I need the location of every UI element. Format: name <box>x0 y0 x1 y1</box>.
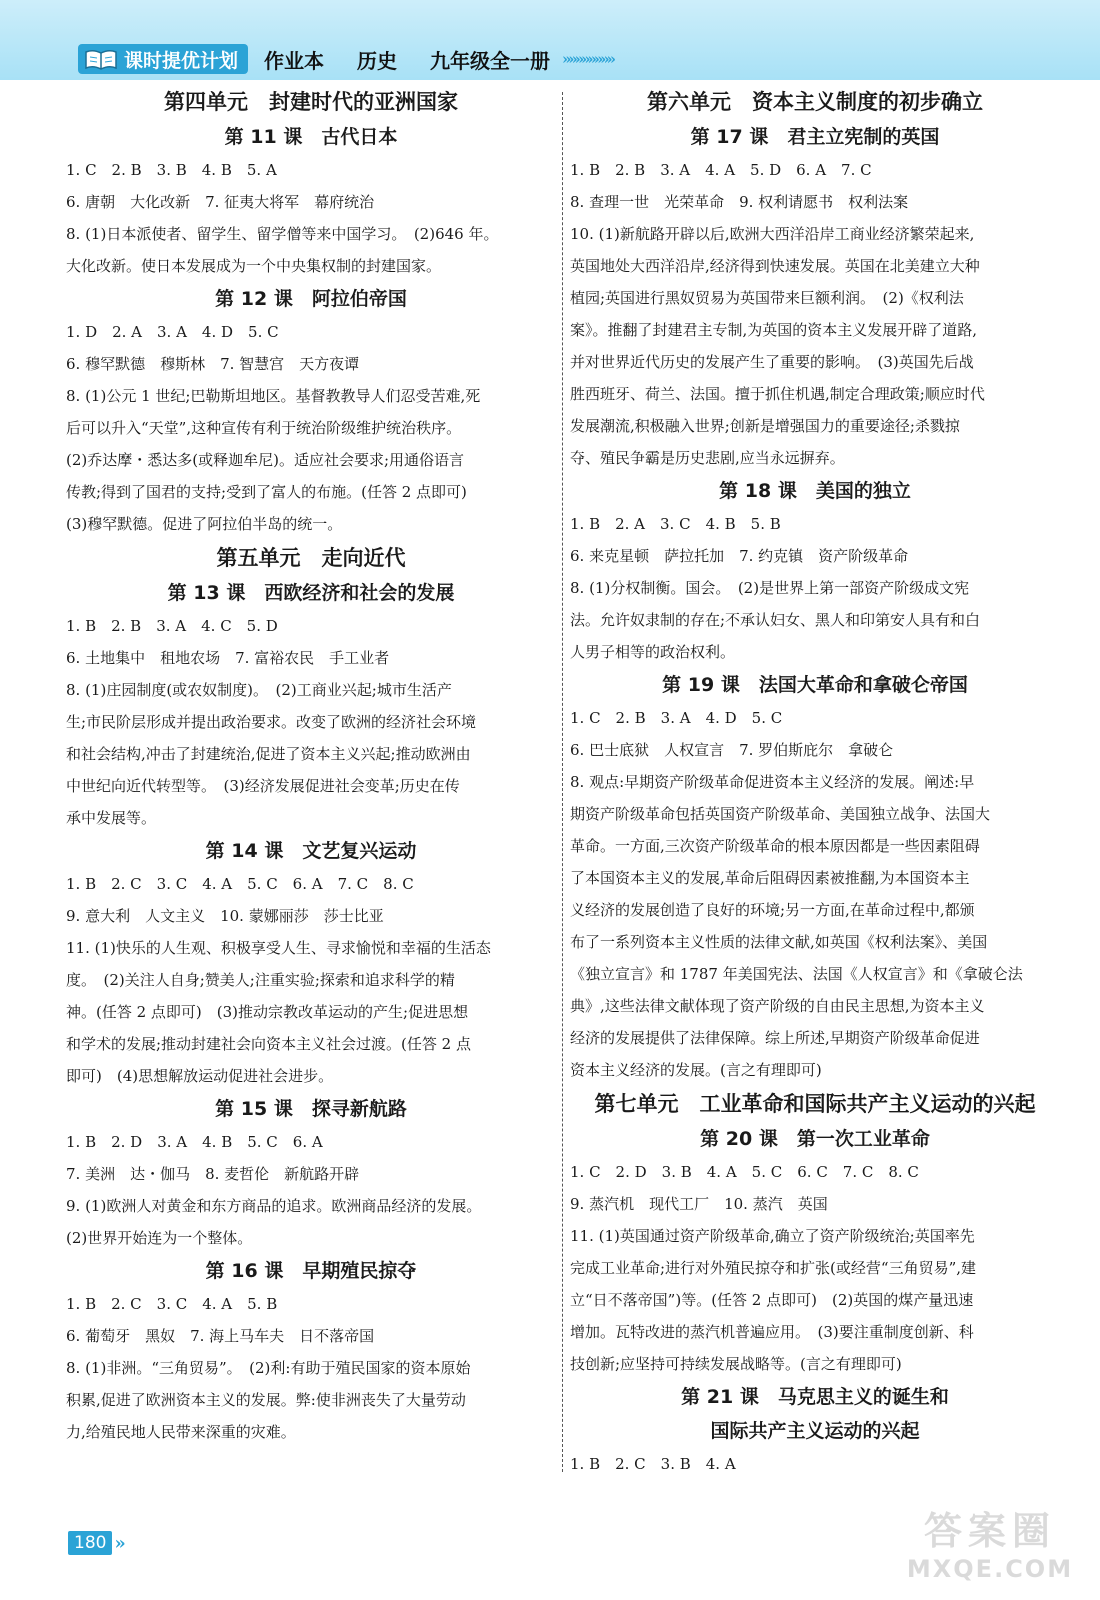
answer-line: 度。 (2)关注人自身;赞美人;注重实验;探索和追求科学的精 <box>66 971 455 989</box>
answer-line: 法。允许奴隶制的存在;不承认妇女、黑人和印第安人具有和白 <box>570 611 981 629</box>
unit-heading: 第六单元 资本主义制度的初步确立 <box>647 90 983 114</box>
answer-line: 1. B 2. C 3. C 4. A 5. C 6. A 7. C 8. C <box>66 875 414 893</box>
answer-line: 6. 葡萄牙 黑奴 7. 海上马车夫 日不落帝国 <box>66 1327 375 1345</box>
answer-line: 中世纪向近代转型等。 (3)经济发展促进社会变革;历史在传 <box>66 777 460 795</box>
answer-line: 1. B 2. C 3. C 4. A 5. B <box>66 1295 278 1313</box>
answer-line: 传教;得到了国君的支持;受到了富人的布施。(任答 2 点即可) <box>66 483 467 501</box>
answer-line: 6. 穆罕默德 穆斯林 7. 智慧宫 天方夜谭 <box>66 355 360 373</box>
answer-line: 7. 美洲 达・伽马 8. 麦哲伦 新航路开辟 <box>66 1165 360 1183</box>
answer-line: 人男子相等的政治权利。 <box>570 643 736 661</box>
answer-line: 立“日不落帝国”)等。(任答 2 点即可) (2)英国的煤产量迅速 <box>570 1291 974 1309</box>
answer-line: 11. (1)快乐的人生观、积极享受人生、寻求愉悦和幸福的生活态 <box>66 939 491 957</box>
answer-line: 和社会结构,冲击了封建统治,促进了资本主义兴起;推动欧洲由 <box>66 745 471 763</box>
answer-line: 即可) (4)思想解放运动促进社会进步。 <box>66 1067 334 1085</box>
answer-line: (2)世界开始连为一个整体。 <box>66 1229 253 1247</box>
answer-line: 承中发展等。 <box>66 809 157 827</box>
open-book-icon <box>84 48 118 70</box>
lesson-heading: 第 19 课 法国大革命和拿破仑帝国 <box>662 674 968 696</box>
lesson-heading: 第 14 课 文艺复兴运动 <box>205 840 417 862</box>
answer-line: 10. (1)新航路开辟以后,欧洲大西洋沿岸工商业经济繁荣起来, <box>570 225 975 243</box>
answer-line: 完成工业革命;进行对外殖民掠夺和扩张(或经营“三角贸易”,建 <box>570 1259 977 1277</box>
answer-line: 期资产阶级革命包括英国资产阶级革命、美国独立战争、法国大 <box>570 805 991 823</box>
answer-line: 6. 土地集中 租地农场 7. 富裕农民 手工业者 <box>66 649 390 667</box>
answer-line: 后可以升入“天堂”,这种宣传有利于统治阶级维护统治秩序。 <box>66 419 462 437</box>
unit-heading: 第五单元 走向近代 <box>216 546 406 570</box>
answer-line: 积累,促进了欧洲资本主义的发展。弊:使非洲丧失了大量劳动 <box>66 1391 466 1409</box>
answer-line: 案》。推翻了封建君主专制,为英国的资本主义发展开辟了道路, <box>570 321 978 339</box>
lesson-heading: 第 16 课 早期殖民掠夺 <box>205 1260 417 1282</box>
answer-line: 9. 蒸汽机 现代工厂 10. 蒸汽 英国 <box>570 1195 828 1213</box>
answer-line: (3)穆罕默德。促进了阿拉伯半岛的统一。 <box>66 515 343 533</box>
answer-line: 9. (1)欧洲人对黄金和东方商品的追求。欧洲商品经济的发展。 <box>66 1197 482 1215</box>
answer-line: 6. 唐朝 大化改新 7. 征夷大将军 幕府统治 <box>66 193 375 211</box>
book-title: 作业本 <box>264 48 325 73</box>
answer-line: (2)乔达摩・悉达多(或释迦牟尼)。适应社会要求;用通俗语言 <box>66 451 465 469</box>
answer-line: 和学术的发展;推动封建社会向资本主义社会过渡。(任答 2 点 <box>66 1035 471 1053</box>
brand-name: 课时提优计划 <box>124 49 239 72</box>
lesson-heading: 第 18 课 美国的独立 <box>719 480 911 502</box>
lesson-heading: 第 17 课 君主立宪制的英国 <box>690 126 940 148</box>
page-number-arrow-icon: » <box>114 1532 126 1554</box>
answer-line: 经济的发展提供了法律保障。综上所述,早期资产阶级革命促进 <box>570 1029 980 1047</box>
answer-line: 8. (1)日本派使者、留学生、留学僧等来中国学习。 (2)646 年。 <box>66 225 499 243</box>
watermark-title: 答案圈 <box>923 1509 1056 1553</box>
answer-line: 神。(任答 2 点即可) (3)推动宗教改革运动的产生;促进思想 <box>66 1003 469 1021</box>
answer-line: 布了一系列资本主义性质的法律文献,如英国《权利法案》、美国 <box>570 933 988 951</box>
unit-heading: 第四单元 封建时代的亚洲国家 <box>164 90 458 114</box>
answer-line: 1. B 2. C 3. B 4. A <box>570 1455 736 1473</box>
answer-line: 1. D 2. A 3. A 4. D 5. C <box>66 323 279 341</box>
page-number <box>68 1530 126 1556</box>
answer-line: 9. 意大利 人文主义 10. 蒙娜丽莎 莎士比亚 <box>66 907 384 925</box>
answer-line: 1. B 2. B 3. A 4. A 5. D 6. A 7. C <box>570 161 872 179</box>
answer-line: 1. B 2. A 3. C 4. B 5. B <box>570 515 781 533</box>
header-bar <box>78 44 613 74</box>
answer-line: 增加。瓦特改进的蒸汽机普遍应用。 (3)要注重制度创新、科 <box>570 1323 974 1341</box>
answer-line: 1. C 2. D 3. B 4. A 5. C 6. C 7. C 8. C <box>570 1163 919 1181</box>
chevron-right-icon: »»»»»»»» <box>561 50 613 68</box>
answer-line: 1. B 2. D 3. A 4. B 5. C 6. A <box>66 1133 323 1151</box>
answer-line: 8. (1)庄园制度(或农奴制度)。 (2)工商业兴起;城市生活产 <box>66 681 452 699</box>
watermark-logo <box>900 1500 1080 1590</box>
right-column <box>570 84 1060 1480</box>
answer-line: 6. 来克星顿 萨拉托加 7. 约克镇 资产阶级革命 <box>570 547 909 565</box>
answer-line: 生;市民阶层形成并提出政治要求。改变了欧洲的经济社会环境 <box>66 713 477 731</box>
lesson-heading: 第 20 课 第一次工业革命 <box>700 1128 930 1150</box>
answer-line: 英国地处大西洋沿岸,经济得到快速发展。英国在北美建立大种 <box>570 257 980 275</box>
answer-line: 了本国资本主义的发展,革命后阻碍因素被推翻,为本国资本主 <box>570 869 970 887</box>
page-number-label: 180 <box>68 1531 112 1555</box>
answer-line: 力,给殖民地人民带来深重的灾难。 <box>66 1423 296 1441</box>
page-header <box>0 0 1100 80</box>
subject-name: 历史 <box>356 48 397 73</box>
answer-line: 典》,这些法律文献体现了资产阶级的自由民主思想,为资本主义 <box>570 997 985 1015</box>
lesson-heading: 第 11 课 古代日本 <box>224 126 398 148</box>
lesson-heading: 国际共产主义运动的兴起 <box>710 1420 920 1442</box>
answer-line: 11. (1)英国通过资产阶级革命,确立了资产阶级统治;英国率先 <box>570 1227 975 1245</box>
answer-line: 技创新;应坚持可持续发展战略等。(言之有理即可) <box>570 1355 902 1373</box>
header-title-group <box>264 45 576 74</box>
column-divider <box>562 92 563 1472</box>
answer-line: 8. 查理一世 光荣革命 9. 权利请愿书 权利法案 <box>570 193 909 211</box>
answer-line: 8. (1)公元 1 世纪;巴勒斯坦地区。基督教教导人们忍受苦难,死 <box>66 387 481 405</box>
answer-line: 1. C 2. B 3. A 4. D 5. C <box>570 709 783 727</box>
answer-line: 8. 观点:早期资产阶级革命促进资本主义经济的发展。阐述:早 <box>570 773 975 791</box>
lesson-heading: 第 13 课 西欧经济和社会的发展 <box>167 582 455 604</box>
answer-line: 6. 巴士底狱 人权宣言 7. 罗伯斯庇尔 拿破仑 <box>570 741 894 759</box>
answer-line: 8. (1)非洲。“三角贸易”。 (2)利:有助于殖民国家的资本原始 <box>66 1359 471 1377</box>
answer-line: 资本主义经济的发展。(言之有理即可) <box>570 1061 822 1079</box>
unit-heading: 第七单元 工业革命和国际共产主义运动的兴起 <box>594 1092 1036 1116</box>
answer-line: 8. (1)分权制衡。国会。 (2)是世界上第一部资产阶级成文宪 <box>570 579 970 597</box>
brand-badge <box>78 44 248 74</box>
answer-line: 大化改新。使日本发展成为一个中央集权制的封建国家。 <box>66 257 442 275</box>
grade-label: 九年级全一册 <box>429 48 550 73</box>
answer-line: 革命。一方面,三次资产阶级革命的根本原因都是一些因素阻碍 <box>570 837 980 855</box>
answer-line: 夺、殖民争霸是历史悲剧,应当永远摒弃。 <box>570 449 845 467</box>
lesson-heading: 第 12 课 阿拉伯帝国 <box>215 288 407 310</box>
answer-line: 发展潮流,积极融入世界;创新是增强国力的重要途径;杀戮掠 <box>570 417 960 435</box>
answer-line: 《独立宣言》和 1787 年美国宪法、法国《人权宣言》和《拿破仑法 <box>570 965 1023 983</box>
left-column <box>66 84 556 1448</box>
answer-line: 并对世界近代历史的发展产生了重要的影响。 (3)英国先后战 <box>570 353 974 371</box>
answer-line: 1. B 2. B 3. A 4. C 5. D <box>66 617 278 635</box>
lesson-heading: 第 15 课 探寻新航路 <box>215 1098 407 1120</box>
answer-line: 1. C 2. B 3. B 4. B 5. A <box>66 161 277 179</box>
answer-line: 植园;英国进行黑奴贸易为英国带来巨额利润。 (2)《权利法 <box>570 289 964 307</box>
answer-line: 义经济的发展创造了良好的环境;另一方面,在革命过程中,都颁 <box>570 901 975 919</box>
watermark-domain: MXQE.COM <box>906 1555 1074 1583</box>
lesson-heading: 第 21 课 马克思主义的诞生和 <box>681 1386 949 1408</box>
answer-line: 胜西班牙、荷兰、法国。擅于抓住机遇,制定合理政策;顺应时代 <box>570 385 985 403</box>
